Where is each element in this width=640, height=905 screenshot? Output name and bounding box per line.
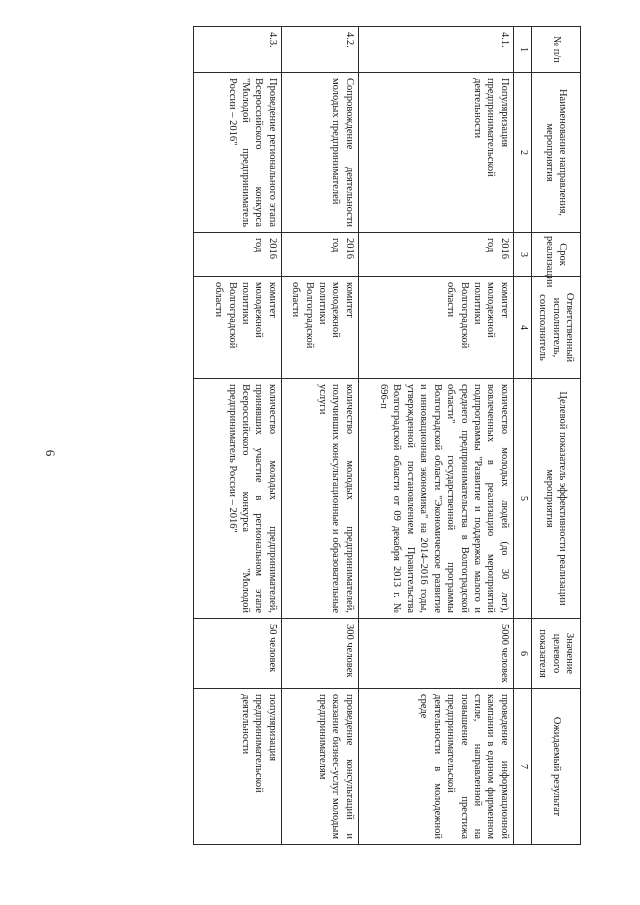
measure-term: 2016 год: [281, 233, 358, 277]
measure-indicator: количество молодых предпринимателей, принявших участие в региональном этапе Всероссийского конкурса "Молодой предприниматель России – 2016": [193, 379, 281, 619]
column-number: 4: [513, 277, 531, 379]
indicator-value: 300 человек: [281, 619, 358, 689]
header-cell: Наименование направления, мероприятия: [531, 73, 580, 233]
measure-executor: комитет молодежной политики Волгоградской области: [281, 277, 358, 379]
expected-result: популяризация предпринимательской деятельности: [193, 689, 281, 845]
indicator-value: 50 человек: [193, 619, 281, 689]
measure-executor: комитет молодежной политики Волгоградской области: [358, 277, 513, 379]
measure-name: Популяризация предпринимательской деятельности: [358, 73, 513, 233]
row-number: 4.1.: [358, 27, 513, 73]
measure-name: Проведение регионального этапа Всероссийского конкурса "Молодой предприниматель России – 2016": [193, 73, 281, 233]
measure-term: 2016 год: [193, 233, 281, 277]
table-row: [281, 27, 358, 845]
column-number: 1: [513, 27, 531, 73]
column-number: 3: [513, 233, 531, 277]
measure-indicator: количество молодых людей (до 30 лет), вовлеченных в реализацию мероприятий подпрограммы "Развитие и поддержка малого и среднего предпринимательства в Волгоградской области" государственной программы Волгоградской области "Экономическое развитие и инновационная экономика" на 2014–2016 годы, утвержденной постановлением Правительства Волгоградской области от 09 декабря 2013 г. № 696-п: [358, 379, 513, 619]
header-cell: № п/п: [531, 27, 580, 73]
page-number: 6: [43, 449, 58, 457]
measure-name: Сопровождение деятельности молодых предпринимателей: [281, 73, 358, 233]
table-header-row: [531, 27, 580, 845]
indicator-value: 5000 человек: [358, 619, 513, 689]
row-number: 4.2.: [281, 27, 358, 73]
table-row: [358, 27, 513, 845]
column-number: 5: [513, 379, 531, 619]
column-number: 6: [513, 619, 531, 689]
column-number: 7: [513, 689, 531, 845]
expected-result: проведение консультаций и оказание бизнес-услуг молодым предпринимателям: [281, 689, 358, 845]
column-number: 2: [513, 73, 531, 233]
header-cell: Целевой показатель эффективности реализации мероприятия: [531, 379, 580, 619]
measure-indicator: количество молодых предпринимателей, получивших консультационные и образовательные услуги: [281, 379, 358, 619]
measure-executor: комитет молодежной политики Волгоградской области: [193, 277, 281, 379]
header-cell: Значение целевого показателя: [531, 619, 580, 689]
row-number: 4.3.: [193, 27, 281, 73]
column-number-row: [513, 27, 531, 845]
measure-term: 2016 год: [358, 233, 513, 277]
header-cell: Срок реализации: [531, 233, 580, 277]
measures-table: [193, 26, 581, 845]
header-cell: Ответственный исполнитель, соисполнитель: [531, 277, 580, 379]
expected-result: проведение информационной кампании в едином фирменном стиле, направленной на повышение престижа предпринимательской деятельности в молодежной среде: [358, 689, 513, 845]
header-cell: Ожидаемый результат: [531, 689, 580, 845]
table-row: [193, 27, 281, 845]
